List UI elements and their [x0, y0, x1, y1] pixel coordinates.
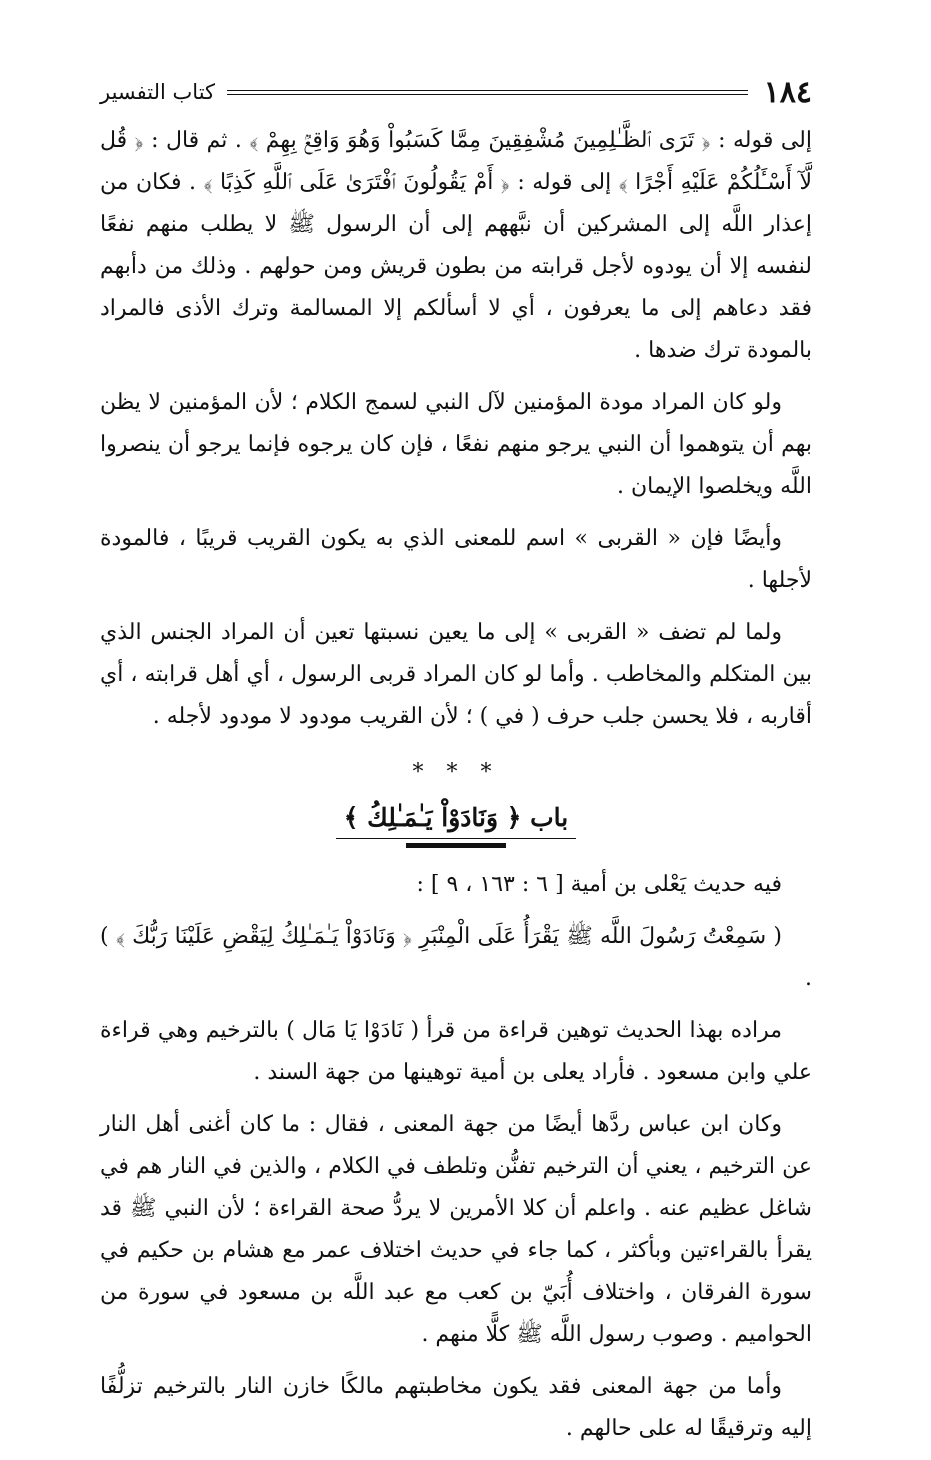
page-number: ١٨٤: [763, 74, 812, 110]
paragraph: فيه حديث يَعْلى بن أمية [ ٦ : ١٦٣ ، ٩ ] :: [416, 872, 782, 897]
chapter-underline-bar: [406, 843, 506, 848]
body-text-top: [100, 120, 812, 738]
paragraph: ( سَمِعْتُ رَسُولَ اللَّه ﷺ يَقْرَأُ عَلَى الْمِنْبَرِ ﴿ وَنَادَوْاْ يَـٰمَـٰلِكُ لِيَقْضِ عَلَيْنَا رَبُّكَ ﴾ ) .: [100, 924, 812, 991]
header-rule: [227, 90, 748, 95]
body-text-bottom: [100, 864, 812, 1450]
chapter-heading: [100, 803, 812, 848]
page-header: [100, 72, 812, 112]
paragraph: ولو كان المراد مودة المؤمنين لآل النبي لسمج الكلام ؛ لأن المؤمنين لا يظن بهم أن يتوهموا أن النبي يرجو منهم نفعًا ، فإن كان يرجوه فإنما يرجو أن ينصروا اللَّه ويخلصوا الإيمان .: [100, 390, 812, 499]
paragraph: وكان ابن عباس ردَّها أيضًا من جهة المعنى ، فقال : ما كان أغنى أهل النار عن الترخيم ، يعني أن الترخيم تفنُّن وتلطف في الكلام ، والذين في النار هم في شاغل عظيم عنه . واعلم أن كلا الأمرين لا يردُّ صحة القراءة ؛ لأن النبي ﷺ قد يقرأ بالقراءتين وبأكثر ، كما جاء في حديث اختلاف عمر مع هشام بن حكيم في سورة الفرقان ، واختلاف أُبَيّ بن كعب مع عبد اللَّه بن مسعود في سورة من الحواميم . وصوب رسول اللَّه ﷺ كلًّا منهم .: [100, 1112, 812, 1347]
paragraph: مراده بهذا الحديث توهين قراءة من قرأ ( نَادَوْا يَا مَال ) بالترخيم وهي قراءة علي وابن مسعود . فأراد يعلى بن أمية توهينها من جهة السند .: [100, 1018, 812, 1085]
page: [100, 72, 812, 1460]
chapter-title: باب ﴿ وَنَادَوْاْ يَـٰمَـٰلِكُ ﴾: [336, 803, 576, 839]
paragraph: وأيضًا فإن « القربى » اسم للمعنى الذي به يكون القريب قريبًا ، فالمودة لأجلها .: [100, 526, 812, 593]
paragraph: إلى قوله : ﴿ تَرَى ٱلظَّـٰلِمِينَ مُشْفِقِينَ مِمَّا كَسَبُواْ وَهُوَ وَاقِعُۢ بِهِمْ ﴾ . ثم قال : ﴿ قُل لَّآ أَسْـَٔلُكُمْ عَلَيْهِ أَجْرًا ﴾ إلى قوله : ﴿ أَمْ يَقُولُونَ ٱفْتَرَىٰ عَلَى ٱللَّهِ كَذِبًا ﴾ . فكان من إعذار اللَّه إلى المشركين أن نبَّههم إلى أن الرسول ﷺ لا يطلب منهم نفعًا لنفسه إلا أن يودوه لأجل قرابته من بطون قريش ومن حولهم . وذلك من دأبهم فقد دعاهم إلى ما يعرفون ، أي لا أسألكم إلا المسالمة وترك الأذى فالمراد بالمودة ترك ضدها .: [100, 128, 812, 363]
paragraph: ولما لم تضف « القربى » إلى ما يعين نسبتها تعين أن المراد الجنس الذي بين المتكلم والمخاطب . وأما لو كان المراد قربى الرسول ، أي أهل قرابته ، أي أقاربه ، فلا يحسن جلب حرف ( في ) ؛ لأن القريب مودود لا مودود لأجله .: [100, 620, 812, 729]
book-title: كتاب التفسير: [100, 80, 216, 104]
section-separator: * * *: [412, 760, 500, 785]
paragraph: وأما من جهة المعنى فقد يكون مخاطبتهم مالكًا خازن النار بالترخيم تزلُّفًا إليه وترقيقًا له على حالهم .: [100, 1374, 812, 1441]
